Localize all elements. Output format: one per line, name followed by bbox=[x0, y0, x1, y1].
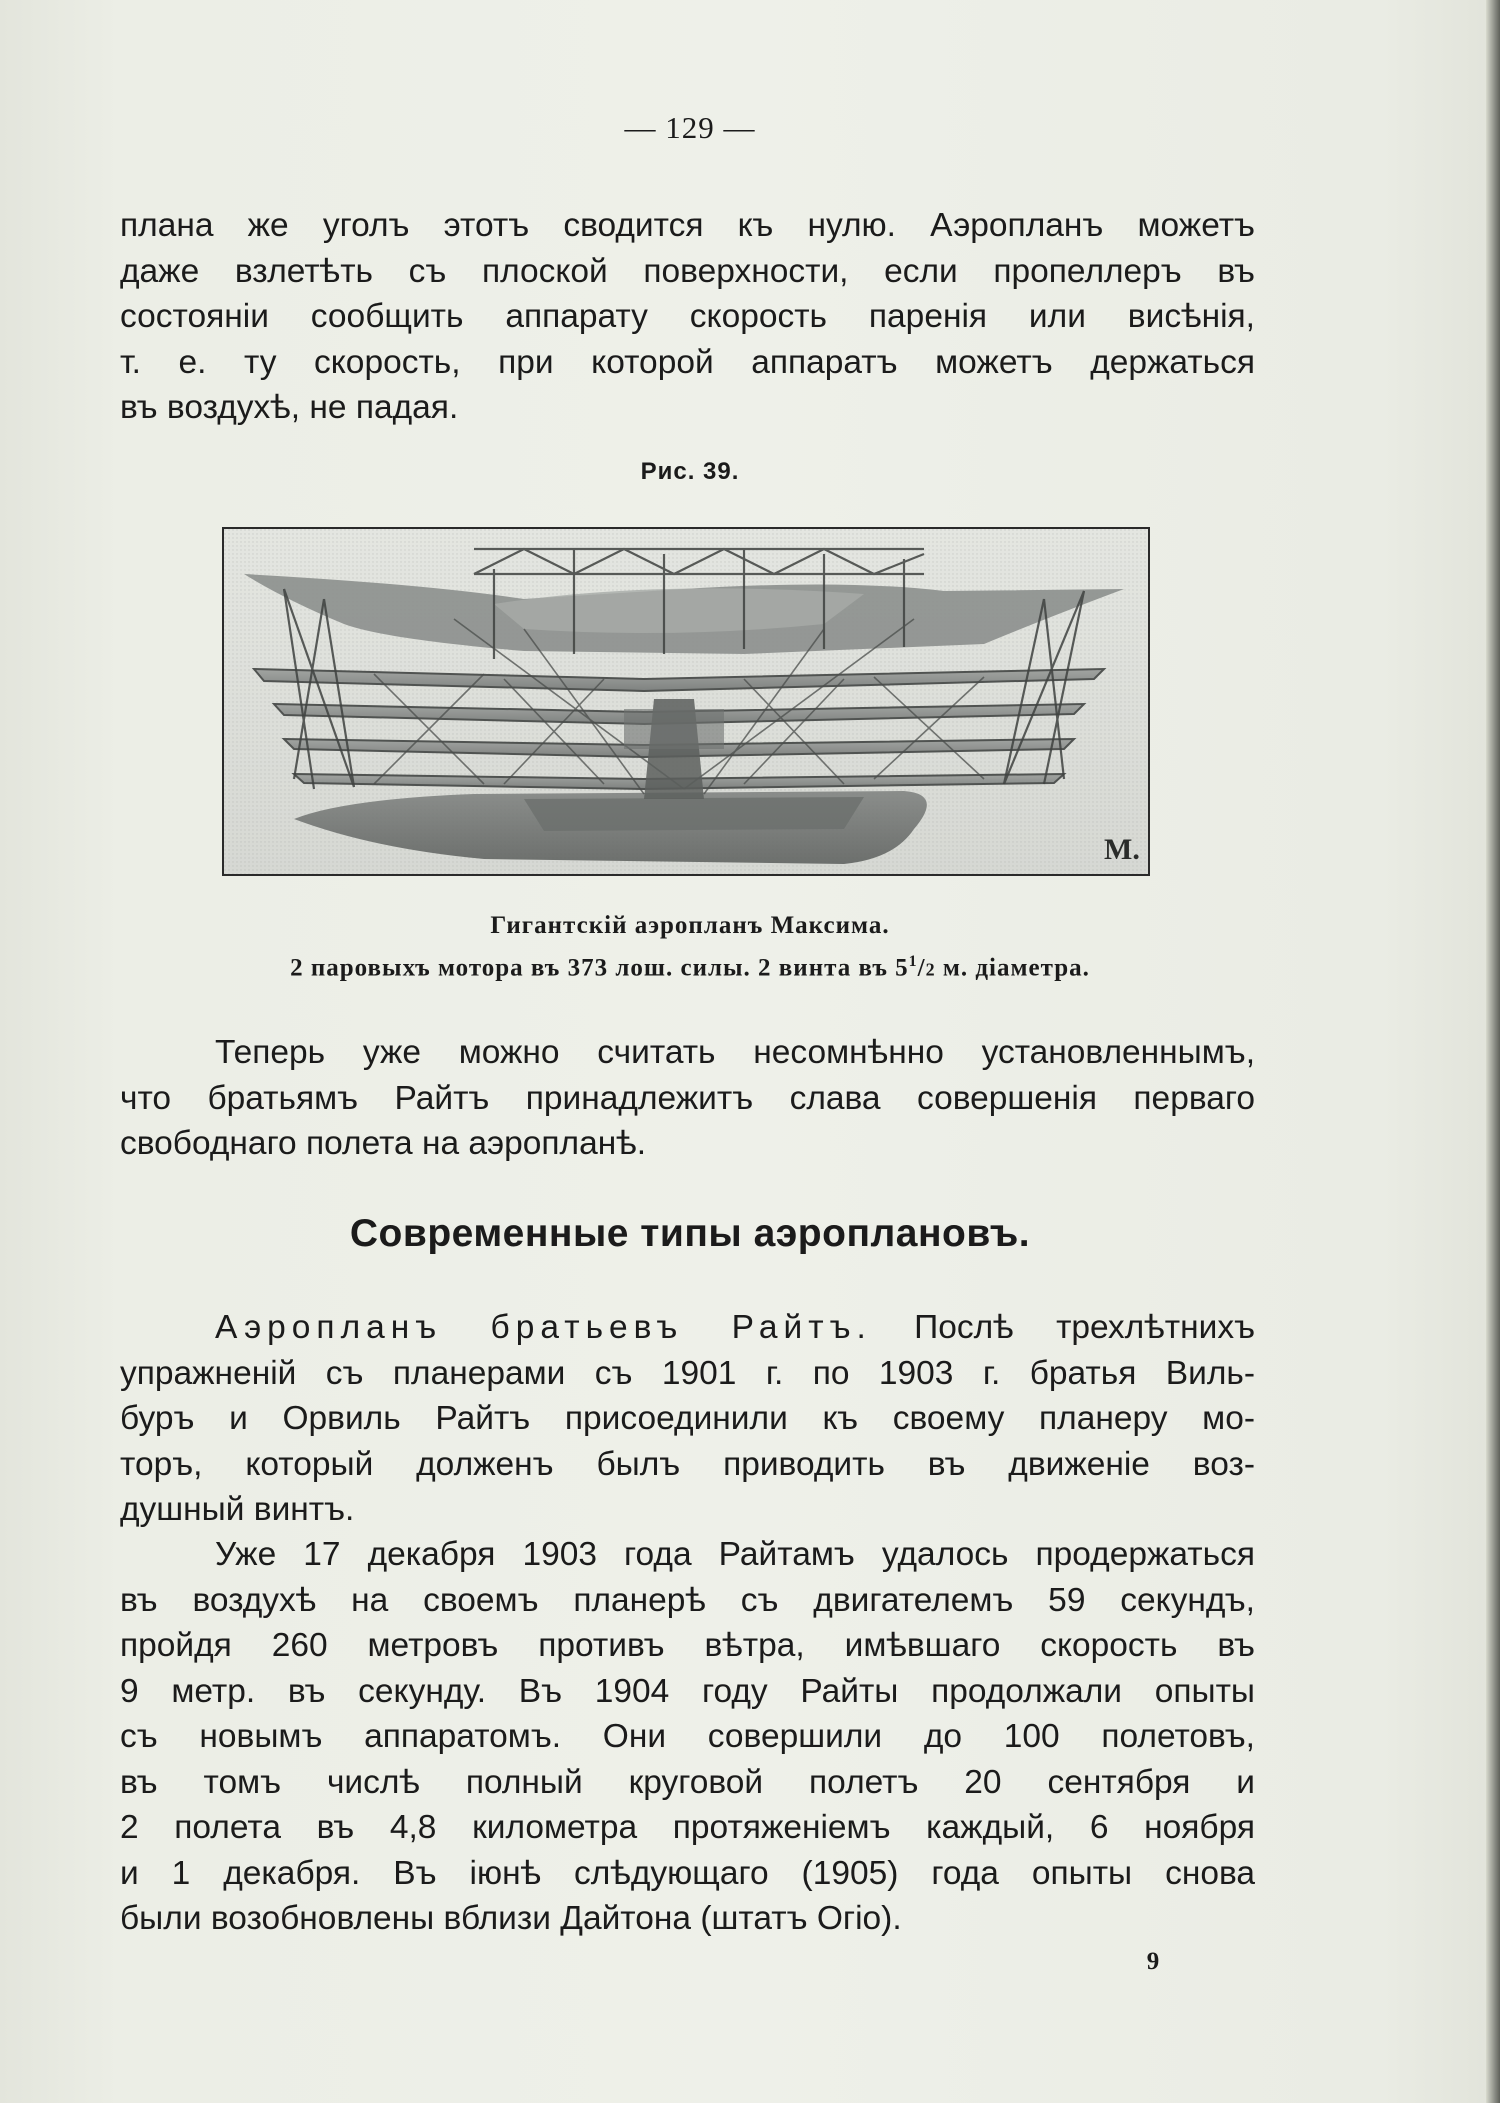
aeroplane-illustration bbox=[224, 529, 1148, 874]
figure-caption-details bbox=[140, 953, 1240, 982]
text-line: Теперь уже можно считать несомнѣнно установленнымъ, bbox=[215, 1034, 1255, 1071]
text-line: 2 полета въ 4,8 километра протяженіемъ каждый, 6 ноября bbox=[120, 1809, 1255, 1846]
signature-mark: 9 bbox=[1146, 1948, 1160, 1975]
text-line: свободнаго полета на аэропланѣ. bbox=[120, 1125, 647, 1162]
figure-maxim-aeroplane-illustration bbox=[222, 527, 1150, 876]
paragraph-2 bbox=[120, 1030, 1255, 1167]
text-line bbox=[120, 1305, 1255, 1351]
text-line: въ воздухѣ на своемъ планерѣ съ двигателемъ 59 секундъ, bbox=[120, 1581, 1255, 1619]
text-line: пройдя 260 метровъ противъ вѣтра, имѣвшаго скорость въ bbox=[120, 1627, 1255, 1664]
paragraph-1 bbox=[120, 203, 1255, 431]
text-line: Уже 17 декабря 1903 года Райтамъ удалось продержаться bbox=[215, 1536, 1255, 1573]
caption-text: м. діаметра. bbox=[935, 954, 1090, 982]
page-number: — 129 — bbox=[624, 110, 756, 145]
text-line: въ воздухѣ, не падая. bbox=[120, 389, 459, 426]
text-line: съ новымъ аппаратомъ. Они совершили до 100 полетовъ, bbox=[120, 1718, 1255, 1755]
text-line: 9 метр. въ секунду. Въ 1904 году Райты продолжали опыты bbox=[120, 1672, 1255, 1710]
caption-text: 2 паровыхъ мотора въ 373 лош. силы. 2 винта въ 5 bbox=[290, 954, 909, 982]
text-line: въ томъ числѣ полный круговой полетъ 20 сентября и bbox=[120, 1763, 1255, 1801]
text-line: упражненій съ планерами съ 1901 г. по 1903 г. братья Виль- bbox=[120, 1354, 1255, 1392]
text-line: душный винтъ. bbox=[120, 1491, 355, 1528]
caption-fraction-slash: / bbox=[917, 954, 926, 982]
text-line: что братьямъ Райтъ принадлежитъ слава совершенія перваго bbox=[120, 1079, 1255, 1117]
text-run: Послѣ трехлѣтнихъ bbox=[871, 1309, 1256, 1346]
text-line: т. е. ту скорость, при которой аппаратъ можетъ держаться bbox=[120, 343, 1255, 381]
paragraph-3 bbox=[120, 1305, 1255, 1533]
text-line: буръ и Орвиль Райтъ присоединили къ своему планеру мо- bbox=[120, 1400, 1255, 1437]
paragraph-4 bbox=[120, 1532, 1255, 1942]
text-line: торъ, который долженъ былъ приводить въ движеніе воз- bbox=[120, 1445, 1255, 1483]
text-line: состояніи сообщить аппарату скорость паренія или висѣнія, bbox=[120, 298, 1255, 335]
illustrator-monogram: M. bbox=[1104, 833, 1140, 866]
book-spine-shadow bbox=[1486, 0, 1500, 2103]
caption-fraction-denominator: 2 bbox=[925, 959, 936, 980]
spaced-lead-text: Аэропланъ братьевъ Райтъ. bbox=[215, 1309, 872, 1346]
text-line: плана же уголъ этотъ сводится къ нулю. Аэропланъ можетъ bbox=[120, 207, 1255, 244]
caption-fraction-numerator: 1 bbox=[908, 953, 918, 970]
text-line: были возобновлены вблизи Дайтона (штатъ Огіо). bbox=[120, 1900, 902, 1937]
text-line: и 1 декабря. Въ іюнѣ слѣдующаго (1905) года опыты снова bbox=[120, 1854, 1255, 1892]
figure-label: Рис. 39. bbox=[640, 458, 740, 485]
text-line: даже взлетѣть съ плоской поверхности, если пропеллеръ въ bbox=[120, 252, 1255, 290]
section-heading: Современные типы аэроплановъ. bbox=[349, 1212, 1031, 1255]
figure-caption-title: Гигантскій аэропланъ Максима. bbox=[490, 912, 890, 939]
